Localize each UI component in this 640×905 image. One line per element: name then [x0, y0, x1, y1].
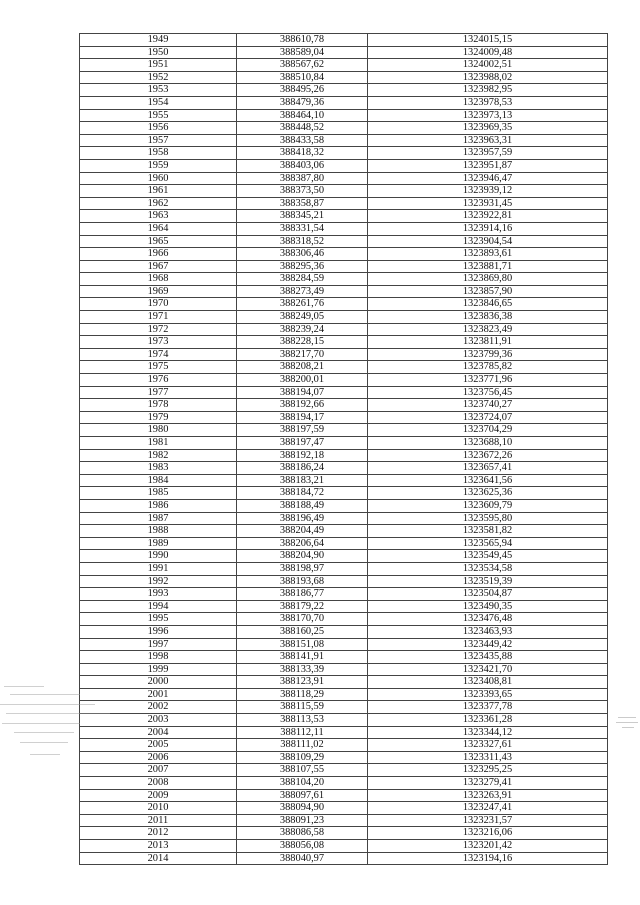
- cell-x-coordinate: 388567,62: [237, 59, 368, 72]
- cell-x-coordinate: 388086,58: [237, 827, 368, 840]
- cell-x-coordinate: 388448,52: [237, 122, 368, 135]
- cell-x-coordinate: 388295,36: [237, 260, 368, 273]
- cell-y-coordinate: 1323377,78: [368, 701, 608, 714]
- table-row: [80, 411, 608, 424]
- cell-y-coordinate: 1323327,61: [368, 739, 608, 752]
- cell-y-coordinate: 1323421,70: [368, 663, 608, 676]
- cell-point-number: 1959: [80, 159, 237, 172]
- cell-x-coordinate: 388249,05: [237, 311, 368, 324]
- table-row: [80, 802, 608, 815]
- cell-point-number: 1992: [80, 575, 237, 588]
- cell-x-coordinate: 388589,04: [237, 46, 368, 59]
- table-row: [80, 71, 608, 84]
- cell-y-coordinate: 1323490,35: [368, 600, 608, 613]
- cell-point-number: 1990: [80, 550, 237, 563]
- cell-x-coordinate: 388188,49: [237, 499, 368, 512]
- cell-x-coordinate: 388284,59: [237, 273, 368, 286]
- cell-x-coordinate: 388464,10: [237, 109, 368, 122]
- table-row: [80, 210, 608, 223]
- cell-point-number: 1987: [80, 512, 237, 525]
- cell-point-number: 1950: [80, 46, 237, 59]
- cell-y-coordinate: 1323963,31: [368, 134, 608, 147]
- cell-x-coordinate: 388204,90: [237, 550, 368, 563]
- table-row: [80, 386, 608, 399]
- cell-point-number: 1982: [80, 449, 237, 462]
- table-row: [80, 751, 608, 764]
- cell-x-coordinate: 388097,61: [237, 789, 368, 802]
- cell-x-coordinate: 388194,17: [237, 411, 368, 424]
- cell-y-coordinate: 1323740,27: [368, 399, 608, 412]
- cell-x-coordinate: 388183,21: [237, 474, 368, 487]
- cell-y-coordinate: 1323922,81: [368, 210, 608, 223]
- scan-artifact-right: [616, 714, 640, 730]
- table-row: [80, 235, 608, 248]
- cell-y-coordinate: 1323279,41: [368, 777, 608, 790]
- table-row: [80, 285, 608, 298]
- table-row: [80, 487, 608, 500]
- cell-x-coordinate: 388179,22: [237, 600, 368, 613]
- cell-y-coordinate: 1323625,36: [368, 487, 608, 500]
- cell-x-coordinate: 388091,23: [237, 814, 368, 827]
- cell-y-coordinate: 1323476,48: [368, 613, 608, 626]
- cell-x-coordinate: 388331,54: [237, 222, 368, 235]
- cell-y-coordinate: 1323194,16: [368, 852, 608, 865]
- cell-point-number: 1998: [80, 651, 237, 664]
- cell-point-number: 1984: [80, 474, 237, 487]
- cell-x-coordinate: 388196,49: [237, 512, 368, 525]
- table-row: [80, 159, 608, 172]
- cell-y-coordinate: 1323946,47: [368, 172, 608, 185]
- cell-y-coordinate: 1323231,57: [368, 814, 608, 827]
- table-row: [80, 109, 608, 122]
- cell-point-number: 1977: [80, 386, 237, 399]
- cell-point-number: 2001: [80, 688, 237, 701]
- cell-point-number: 1956: [80, 122, 237, 135]
- table-row: [80, 348, 608, 361]
- table-row: [80, 676, 608, 689]
- cell-y-coordinate: 1323857,90: [368, 285, 608, 298]
- table-row: [80, 852, 608, 865]
- cell-x-coordinate: 388200,01: [237, 374, 368, 387]
- cell-point-number: 1964: [80, 222, 237, 235]
- cell-y-coordinate: 1323724,07: [368, 411, 608, 424]
- cell-y-coordinate: 1323869,80: [368, 273, 608, 286]
- table-row: [80, 499, 608, 512]
- coordinates-table: [79, 33, 608, 865]
- cell-y-coordinate: 1324015,15: [368, 34, 608, 47]
- cell-y-coordinate: 1323595,80: [368, 512, 608, 525]
- cell-y-coordinate: 1323216,06: [368, 827, 608, 840]
- cell-point-number: 1991: [80, 562, 237, 575]
- cell-y-coordinate: 1323641,56: [368, 474, 608, 487]
- cell-point-number: 2002: [80, 701, 237, 714]
- table-row: [80, 714, 608, 727]
- cell-point-number: 1973: [80, 336, 237, 349]
- table-row: [80, 827, 608, 840]
- cell-y-coordinate: 1323581,82: [368, 525, 608, 538]
- cell-y-coordinate: 1323201,42: [368, 840, 608, 853]
- cell-x-coordinate: 388056,08: [237, 840, 368, 853]
- cell-point-number: 1983: [80, 462, 237, 475]
- cell-y-coordinate: 1323704,29: [368, 424, 608, 437]
- cell-point-number: 1955: [80, 109, 237, 122]
- cell-y-coordinate: 1323973,13: [368, 109, 608, 122]
- cell-y-coordinate: 1323939,12: [368, 185, 608, 198]
- cell-y-coordinate: 1323846,65: [368, 298, 608, 311]
- cell-y-coordinate: 1323393,65: [368, 688, 608, 701]
- cell-y-coordinate: 1323914,16: [368, 222, 608, 235]
- cell-y-coordinate: 1323534,58: [368, 562, 608, 575]
- cell-x-coordinate: 388113,53: [237, 714, 368, 727]
- cell-y-coordinate: 1323408,81: [368, 676, 608, 689]
- cell-y-coordinate: 1323247,41: [368, 802, 608, 815]
- cell-y-coordinate: 1324009,48: [368, 46, 608, 59]
- table-row: [80, 575, 608, 588]
- table-row: [80, 688, 608, 701]
- table-row: [80, 134, 608, 147]
- cell-x-coordinate: 388112,11: [237, 726, 368, 739]
- cell-x-coordinate: 388261,76: [237, 298, 368, 311]
- cell-y-coordinate: 1323893,61: [368, 248, 608, 261]
- cell-point-number: 1994: [80, 600, 237, 613]
- table-row: [80, 764, 608, 777]
- cell-y-coordinate: 1323449,42: [368, 638, 608, 651]
- cell-point-number: 2005: [80, 739, 237, 752]
- cell-y-coordinate: 1323756,45: [368, 386, 608, 399]
- table-row: [80, 814, 608, 827]
- cell-point-number: 2004: [80, 726, 237, 739]
- table-row: [80, 96, 608, 109]
- cell-x-coordinate: 388206,64: [237, 537, 368, 550]
- table-row: [80, 147, 608, 160]
- cell-y-coordinate: 1323549,45: [368, 550, 608, 563]
- cell-x-coordinate: 388510,84: [237, 71, 368, 84]
- cell-point-number: 1969: [80, 285, 237, 298]
- cell-x-coordinate: 388118,29: [237, 688, 368, 701]
- cell-y-coordinate: 1323263,91: [368, 789, 608, 802]
- table-row: [80, 789, 608, 802]
- cell-y-coordinate: 1323988,02: [368, 71, 608, 84]
- cell-x-coordinate: 388186,24: [237, 462, 368, 475]
- cell-y-coordinate: 1323295,25: [368, 764, 608, 777]
- table-row: [80, 512, 608, 525]
- cell-y-coordinate: 1323904,54: [368, 235, 608, 248]
- cell-point-number: 1953: [80, 84, 237, 97]
- cell-x-coordinate: 388104,20: [237, 777, 368, 790]
- cell-point-number: 2009: [80, 789, 237, 802]
- cell-x-coordinate: 388373,50: [237, 185, 368, 198]
- table-row: [80, 185, 608, 198]
- cell-point-number: 2012: [80, 827, 237, 840]
- cell-x-coordinate: 388217,70: [237, 348, 368, 361]
- cell-x-coordinate: 388345,21: [237, 210, 368, 223]
- cell-x-coordinate: 388197,47: [237, 437, 368, 450]
- cell-x-coordinate: 388306,46: [237, 248, 368, 261]
- cell-y-coordinate: 1323982,95: [368, 84, 608, 97]
- cell-x-coordinate: 388433,58: [237, 134, 368, 147]
- scan-artifact-left: [0, 680, 120, 770]
- cell-y-coordinate: 1323435,88: [368, 651, 608, 664]
- table-row: [80, 625, 608, 638]
- cell-y-coordinate: 1323609,79: [368, 499, 608, 512]
- table-row: [80, 197, 608, 210]
- cell-point-number: 2014: [80, 852, 237, 865]
- cell-x-coordinate: 388123,91: [237, 676, 368, 689]
- cell-x-coordinate: 388107,55: [237, 764, 368, 777]
- table-row: [80, 46, 608, 59]
- cell-x-coordinate: 388194,07: [237, 386, 368, 399]
- table-row: [80, 424, 608, 437]
- cell-point-number: 1988: [80, 525, 237, 538]
- table-row: [80, 663, 608, 676]
- cell-point-number: 2007: [80, 764, 237, 777]
- cell-point-number: 1972: [80, 323, 237, 336]
- table-row: [80, 437, 608, 450]
- cell-point-number: 2003: [80, 714, 237, 727]
- cell-point-number: 1979: [80, 411, 237, 424]
- cell-x-coordinate: 388115,59: [237, 701, 368, 714]
- table-row: [80, 336, 608, 349]
- cell-point-number: 2008: [80, 777, 237, 790]
- cell-x-coordinate: 388184,72: [237, 487, 368, 500]
- cell-point-number: 1996: [80, 625, 237, 638]
- cell-x-coordinate: 388192,66: [237, 399, 368, 412]
- table-row: [80, 840, 608, 853]
- cell-x-coordinate: 388273,49: [237, 285, 368, 298]
- cell-y-coordinate: 1323504,87: [368, 588, 608, 601]
- cell-point-number: 1967: [80, 260, 237, 273]
- cell-x-coordinate: 388160,25: [237, 625, 368, 638]
- cell-point-number: 1954: [80, 96, 237, 109]
- cell-x-coordinate: 388111,02: [237, 739, 368, 752]
- cell-point-number: 1952: [80, 71, 237, 84]
- cell-y-coordinate: 1323344,12: [368, 726, 608, 739]
- table-row: [80, 374, 608, 387]
- cell-y-coordinate: 1323519,39: [368, 575, 608, 588]
- table-row: [80, 739, 608, 752]
- cell-x-coordinate: 388239,24: [237, 323, 368, 336]
- table-row: [80, 311, 608, 324]
- cell-y-coordinate: 1323823,49: [368, 323, 608, 336]
- table-row: [80, 651, 608, 664]
- table-row: [80, 537, 608, 550]
- cell-point-number: 1975: [80, 361, 237, 374]
- cell-x-coordinate: 388192,18: [237, 449, 368, 462]
- cell-x-coordinate: 388170,70: [237, 613, 368, 626]
- cell-point-number: 1974: [80, 348, 237, 361]
- table-row: [80, 777, 608, 790]
- table-row: [80, 298, 608, 311]
- cell-x-coordinate: 388198,97: [237, 562, 368, 575]
- table-row: [80, 260, 608, 273]
- table-row: [80, 361, 608, 374]
- table-row: [80, 701, 608, 714]
- cell-point-number: 1997: [80, 638, 237, 651]
- cell-y-coordinate: 1323785,82: [368, 361, 608, 374]
- cell-point-number: 1963: [80, 210, 237, 223]
- cell-x-coordinate: 388479,36: [237, 96, 368, 109]
- cell-point-number: 1960: [80, 172, 237, 185]
- table-row: [80, 550, 608, 563]
- table-row: [80, 273, 608, 286]
- cell-x-coordinate: 388418,32: [237, 147, 368, 160]
- table-row: [80, 462, 608, 475]
- cell-x-coordinate: 388151,08: [237, 638, 368, 651]
- cell-y-coordinate: 1323361,28: [368, 714, 608, 727]
- cell-y-coordinate: 1323463,93: [368, 625, 608, 638]
- cell-x-coordinate: 388358,87: [237, 197, 368, 210]
- table-row: [80, 122, 608, 135]
- coordinates-table-body: [80, 34, 608, 865]
- cell-point-number: 2013: [80, 840, 237, 853]
- table-row: [80, 613, 608, 626]
- cell-point-number: 1970: [80, 298, 237, 311]
- cell-y-coordinate: 1323799,36: [368, 348, 608, 361]
- cell-point-number: 1965: [80, 235, 237, 248]
- cell-point-number: 1958: [80, 147, 237, 160]
- table-row: [80, 248, 608, 261]
- cell-x-coordinate: 388610,78: [237, 34, 368, 47]
- cell-y-coordinate: 1323978,53: [368, 96, 608, 109]
- table-row: [80, 525, 608, 538]
- cell-x-coordinate: 388228,15: [237, 336, 368, 349]
- table-row: [80, 600, 608, 613]
- cell-point-number: 2006: [80, 751, 237, 764]
- cell-point-number: 1978: [80, 399, 237, 412]
- cell-point-number: 1980: [80, 424, 237, 437]
- cell-x-coordinate: 388094,90: [237, 802, 368, 815]
- table-row: [80, 474, 608, 487]
- cell-point-number: 1962: [80, 197, 237, 210]
- cell-x-coordinate: 388495,26: [237, 84, 368, 97]
- cell-point-number: 1986: [80, 499, 237, 512]
- cell-y-coordinate: 1323657,41: [368, 462, 608, 475]
- cell-x-coordinate: 388040,97: [237, 852, 368, 865]
- cell-x-coordinate: 388387,80: [237, 172, 368, 185]
- cell-point-number: 1951: [80, 59, 237, 72]
- table-row: [80, 638, 608, 651]
- cell-y-coordinate: 1323771,96: [368, 374, 608, 387]
- table-row: [80, 562, 608, 575]
- table-row: [80, 172, 608, 185]
- cell-y-coordinate: 1323951,87: [368, 159, 608, 172]
- cell-x-coordinate: 388403,06: [237, 159, 368, 172]
- cell-point-number: 1995: [80, 613, 237, 626]
- table-row: [80, 588, 608, 601]
- table-row: [80, 399, 608, 412]
- table-row: [80, 34, 608, 47]
- cell-x-coordinate: 388133,39: [237, 663, 368, 676]
- cell-x-coordinate: 388197,59: [237, 424, 368, 437]
- cell-point-number: 1961: [80, 185, 237, 198]
- cell-x-coordinate: 388109,29: [237, 751, 368, 764]
- cell-point-number: 1957: [80, 134, 237, 147]
- table-row: [80, 726, 608, 739]
- cell-point-number: 1968: [80, 273, 237, 286]
- cell-point-number: 1976: [80, 374, 237, 387]
- cell-x-coordinate: 388186,77: [237, 588, 368, 601]
- cell-point-number: 2011: [80, 814, 237, 827]
- cell-point-number: 1993: [80, 588, 237, 601]
- cell-x-coordinate: 388318,52: [237, 235, 368, 248]
- cell-point-number: 1999: [80, 663, 237, 676]
- cell-y-coordinate: 1323881,71: [368, 260, 608, 273]
- cell-point-number: 2010: [80, 802, 237, 815]
- cell-y-coordinate: 1323957,59: [368, 147, 608, 160]
- cell-y-coordinate: 1323311,43: [368, 751, 608, 764]
- cell-point-number: 1981: [80, 437, 237, 450]
- cell-point-number: 2000: [80, 676, 237, 689]
- table-row: [80, 59, 608, 72]
- cell-y-coordinate: 1323672,26: [368, 449, 608, 462]
- cell-point-number: 1985: [80, 487, 237, 500]
- cell-x-coordinate: 388208,21: [237, 361, 368, 374]
- cell-point-number: 1949: [80, 34, 237, 47]
- cell-y-coordinate: 1323565,94: [368, 537, 608, 550]
- cell-y-coordinate: 1324002,51: [368, 59, 608, 72]
- cell-y-coordinate: 1323836,38: [368, 311, 608, 324]
- cell-x-coordinate: 388204,49: [237, 525, 368, 538]
- cell-x-coordinate: 388193,68: [237, 575, 368, 588]
- cell-x-coordinate: 388141,91: [237, 651, 368, 664]
- table-row: [80, 84, 608, 97]
- cell-point-number: 1966: [80, 248, 237, 261]
- cell-y-coordinate: 1323811,91: [368, 336, 608, 349]
- cell-y-coordinate: 1323931,45: [368, 197, 608, 210]
- cell-point-number: 1971: [80, 311, 237, 324]
- cell-y-coordinate: 1323688,10: [368, 437, 608, 450]
- cell-point-number: 1989: [80, 537, 237, 550]
- table-row: [80, 323, 608, 336]
- table-row: [80, 449, 608, 462]
- table-row: [80, 222, 608, 235]
- cell-y-coordinate: 1323969,35: [368, 122, 608, 135]
